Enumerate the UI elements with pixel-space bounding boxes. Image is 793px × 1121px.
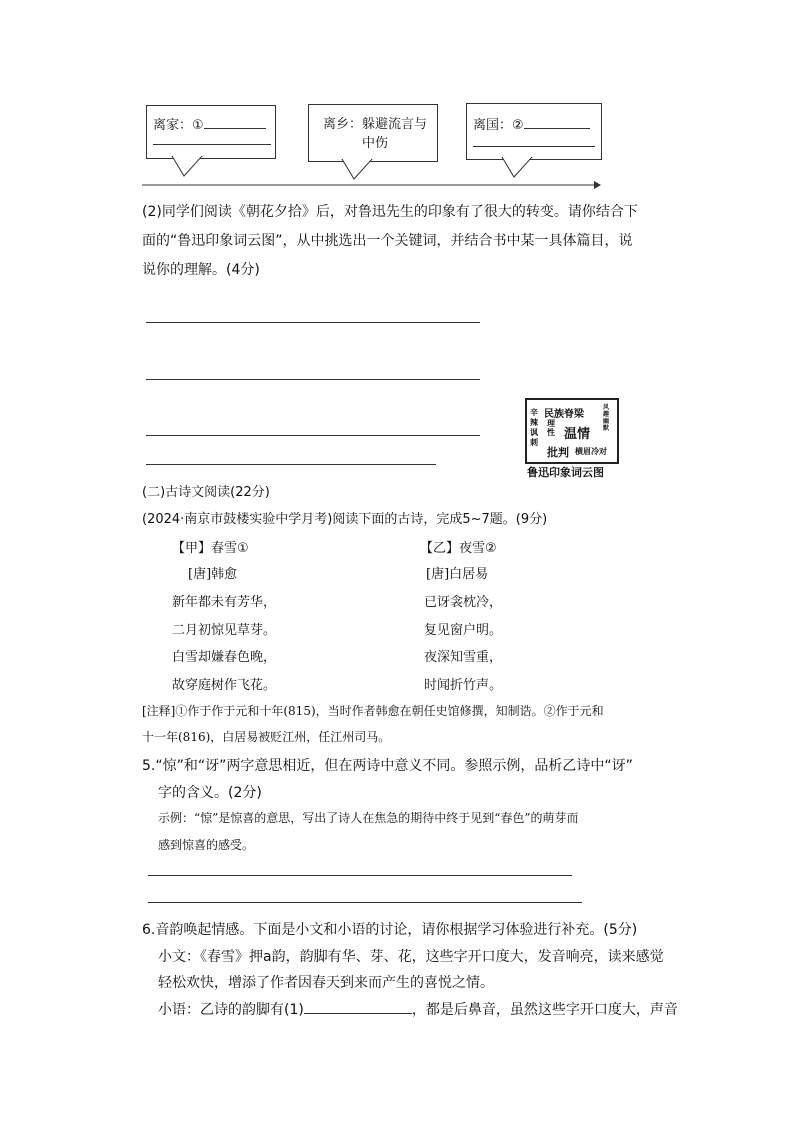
word-cloud-word: 批判 bbox=[547, 446, 569, 459]
speech-tail-3 bbox=[500, 157, 540, 181]
poem-line: 已讶衾枕冷， bbox=[424, 595, 503, 610]
xiaowen-line: 轻松欢快，增添了作者因春天到来而产生的喜悦之情。 bbox=[158, 975, 494, 991]
xiaoyu-prefix: 小语：乙诗的韵脚有(1) bbox=[158, 1002, 304, 1018]
leave-country-label: 离国：② bbox=[473, 118, 524, 133]
timeline-box-leave-home bbox=[146, 105, 276, 159]
timeline-box-leave-country bbox=[466, 103, 602, 160]
word-cloud-word: 辛辣讽刺 bbox=[530, 408, 538, 447]
poem-a-author: [唐]韩愈 bbox=[188, 567, 238, 582]
answer-line bbox=[153, 144, 271, 145]
poem-a-title: 【甲】春雪① bbox=[172, 541, 249, 556]
answer-line[interactable] bbox=[146, 435, 480, 436]
annotation-line: [注释]①作于作于元和十年(815)，当时作者韩愈在朝任史馆修撰，知制诰。②作于元和 bbox=[142, 704, 604, 718]
annotation-line: 十一年(816)，白居易被贬江州，任江州司马。 bbox=[142, 730, 391, 744]
poem-line: 白雪却嫌春色晚， bbox=[172, 650, 277, 665]
word-cloud-caption: 鲁迅印象词云图 bbox=[527, 466, 604, 479]
xiaowen-line: 小文：《春雪》押a韵，韵脚有华、芽、花，这些字开口度大，发音响亮，读来感觉 bbox=[158, 949, 664, 965]
poem-line: 夜深知雪重， bbox=[424, 650, 503, 665]
poem-line: 新年都未有芳华， bbox=[172, 595, 277, 610]
question-6-line: 6.音韵唤起情感。下面是小文和小语的讨论，请你根据学习体验进行补充。(5分) bbox=[142, 922, 638, 938]
word-cloud-image bbox=[525, 398, 619, 464]
answer-blank-rhyme[interactable] bbox=[304, 999, 412, 1014]
word-cloud-word: 理性 bbox=[547, 419, 555, 437]
answer-blank-2[interactable] bbox=[524, 114, 590, 129]
example-line: 示例：“惊”是惊喜的意思，写出了诗人在焦急的期待中终于见到“春色”的萌芽而 bbox=[158, 811, 579, 825]
poem-line: 二月初惊见草芽。 bbox=[172, 623, 277, 638]
poem-line: 故穿庭树作飞花。 bbox=[172, 678, 277, 693]
answer-line[interactable] bbox=[146, 464, 436, 465]
word-cloud-word: 横眉冷对 bbox=[575, 447, 607, 456]
answer-line[interactable] bbox=[148, 902, 582, 903]
poem-b-author: [唐]白居易 bbox=[426, 567, 489, 582]
timeline-box-leave-hometown bbox=[308, 104, 438, 162]
section-intro: (2024·南京市鼓楼实验中学月考)阅读下面的古诗，完成5~7题。(9分) bbox=[142, 512, 548, 527]
example-line: 感到惊喜的感受。 bbox=[158, 838, 255, 852]
xiaoyu-suffix: ，都是后鼻音，虽然这些字开口度大，声音 bbox=[411, 1002, 678, 1018]
leave-home-label: 离家：① bbox=[153, 118, 204, 133]
word-cloud-word: 风趣幽默 bbox=[603, 404, 610, 432]
answer-line bbox=[473, 146, 595, 147]
speech-tail-1 bbox=[170, 156, 210, 180]
poem-line: 复见窗户明。 bbox=[424, 623, 503, 638]
answer-line[interactable] bbox=[146, 322, 480, 323]
leave-hometown-label: 离乡：躲避流言与中伤 bbox=[322, 117, 427, 151]
answer-line[interactable] bbox=[148, 875, 572, 876]
word-cloud-word: 温情 bbox=[564, 427, 591, 442]
poem-b-title: 【乙】夜雪② bbox=[420, 541, 497, 556]
xiaoyu-line bbox=[158, 999, 678, 1019]
poem-line: 时闻折竹声。 bbox=[424, 678, 503, 693]
question-5-line: 字的含义。(2分) bbox=[158, 785, 262, 801]
question-5-line: 5.“惊”和“讶”两字意思相近，但在两诗中意义不同。参照示例，品析乙诗中“讶” bbox=[142, 758, 633, 774]
word-cloud-word: 民族脊梁 bbox=[544, 409, 584, 420]
timeline-arrow bbox=[142, 180, 602, 190]
question-2-text: (2)同学们阅读《朝花夕拾》后，对鲁迅先生的印象有了很大的转变。请你结合下面的“鲁迅印象词云图”，从中挑选出一个关键词，并结合书中某一具体篇目，说说你的理解。(4分) bbox=[142, 204, 638, 278]
section-title: (二)古诗文阅读(22分) bbox=[142, 485, 270, 500]
answer-line[interactable] bbox=[146, 379, 480, 380]
answer-blank-1[interactable] bbox=[204, 114, 266, 129]
